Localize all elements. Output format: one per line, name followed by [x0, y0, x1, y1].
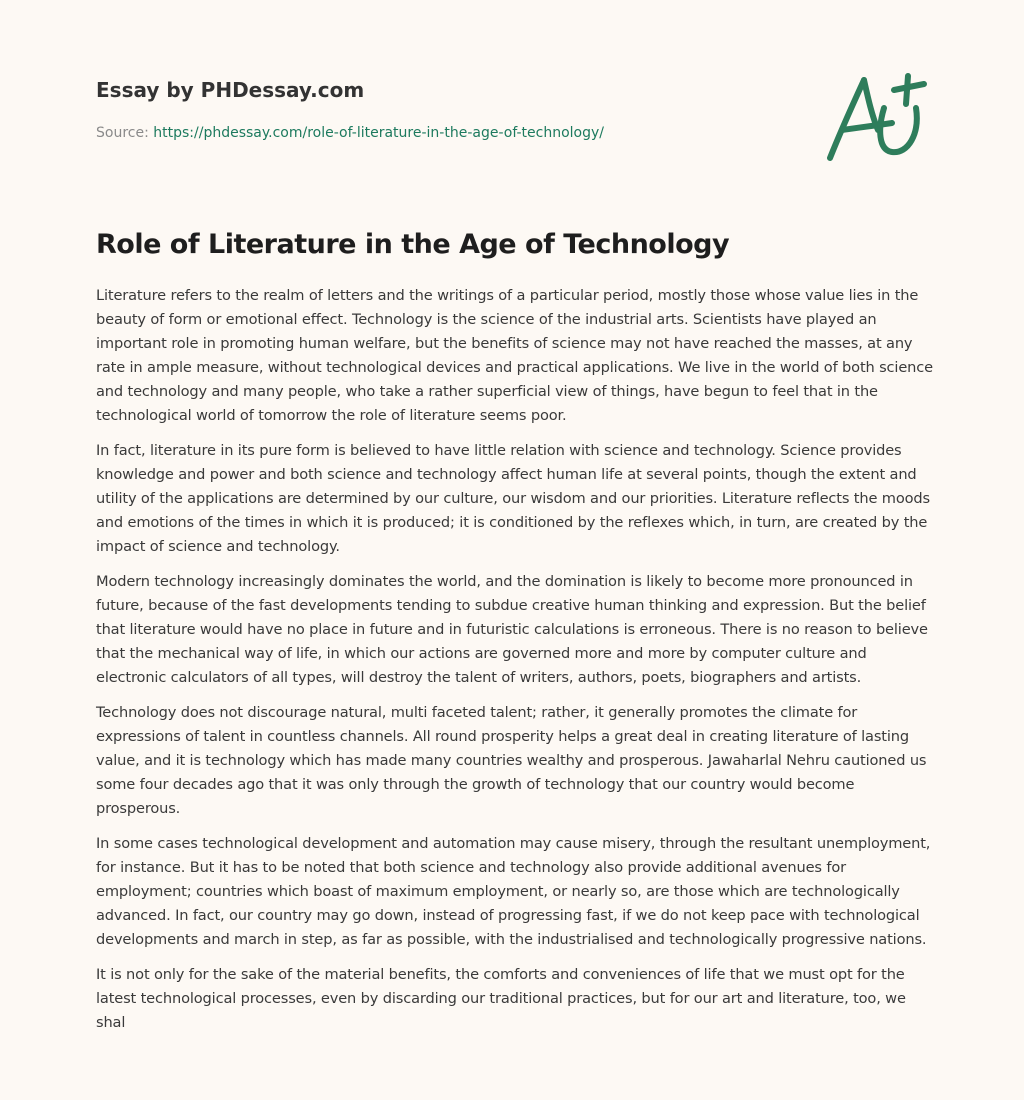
source-line — [96, 123, 856, 143]
article-title: Role of Literature in the Age of Technology — [96, 229, 730, 260]
paragraph: Modern technology increasingly dominates the world, and the domination is likely to become more pronounced in future, because of the fast developments tending to subdue creative human thinking and expression. But the belief that literature would have no place in future and in futuristic calculations is erroneous. There is no reason to believe that the mechanical way of life, in which our actions are governed more and more by computer culture and electronic calculators of all types, will destroy the talent of writers, authors, poets, biographers and artists. — [96, 573, 928, 686]
site-title: Essay by PHDessay.com — [96, 78, 365, 102]
paragraph: Technology does not discourage natural, multi faceted talent; rather, it generally promotes the climate for expressions of talent in countless channels. All round prosperity helps a great deal in creating literature of lasting value, and it is technology which has made many countries wealthy and prosperous. Jawaharlal Nehru cautioned us some four decades ago that it was only through the growth of technology that our country would become prosperous. — [96, 704, 927, 817]
paragraph: In fact, literature in its pure form is believed to have little relation with science and technology. Science provides knowledge and power and both science and technology affect human life at several points, though the extent and utility of the applications are determined by our culture, our wisdom and our priorities. Literature reflects the moods and emotions of the times in which it is produced; it is conditioned by the reflexes which, in turn, are created by the impact of science and technology. — [96, 442, 930, 555]
paragraph: In some cases technological development and automation may cause misery, through the resultant unemployment, for instance. But it has to be noted that both science and technology also provide additional avenues for employment; countries which boast of maximum employment, or nearly so, are those which are technologically advanced. In fact, our country may go down, instead of progressing fast, if we do not keep pace with technological developments and march in step, as far as possible, with the industrialised and technologically progressive nations. — [96, 835, 931, 948]
source-link[interactable]: https://phdessay.com/role-of-literature-in-the-age-of-technology/ — [153, 125, 604, 141]
source-label: Source: — [96, 125, 154, 141]
article-body — [96, 284, 936, 1035]
a-plus-grade-icon — [822, 68, 932, 168]
article — [96, 226, 936, 1046]
paragraph: Literature refers to the realm of letters and the writings of a particular period, mostly those whose value lies in the beauty of form or emotional effect. Technology is the science of the industrial arts. Scientists have played an important role in promoting human welfare, but the benefits of science may not have reached the masses, at any rate in ample measure, without technological devices and practical applications. We live in the world of both science and technology and many people, who take a rather superficial view of things, have begun to feel that in the technological world of tomorrow the role of literature seems poor. — [96, 287, 933, 424]
paragraph: It is not only for the sake of the material benefits, the comforts and conveniences of life that we must opt for the latest technological processes, even by discarding our traditional practices, but for our art and literature, too, we shal — [96, 966, 906, 1031]
page-header — [96, 76, 856, 143]
